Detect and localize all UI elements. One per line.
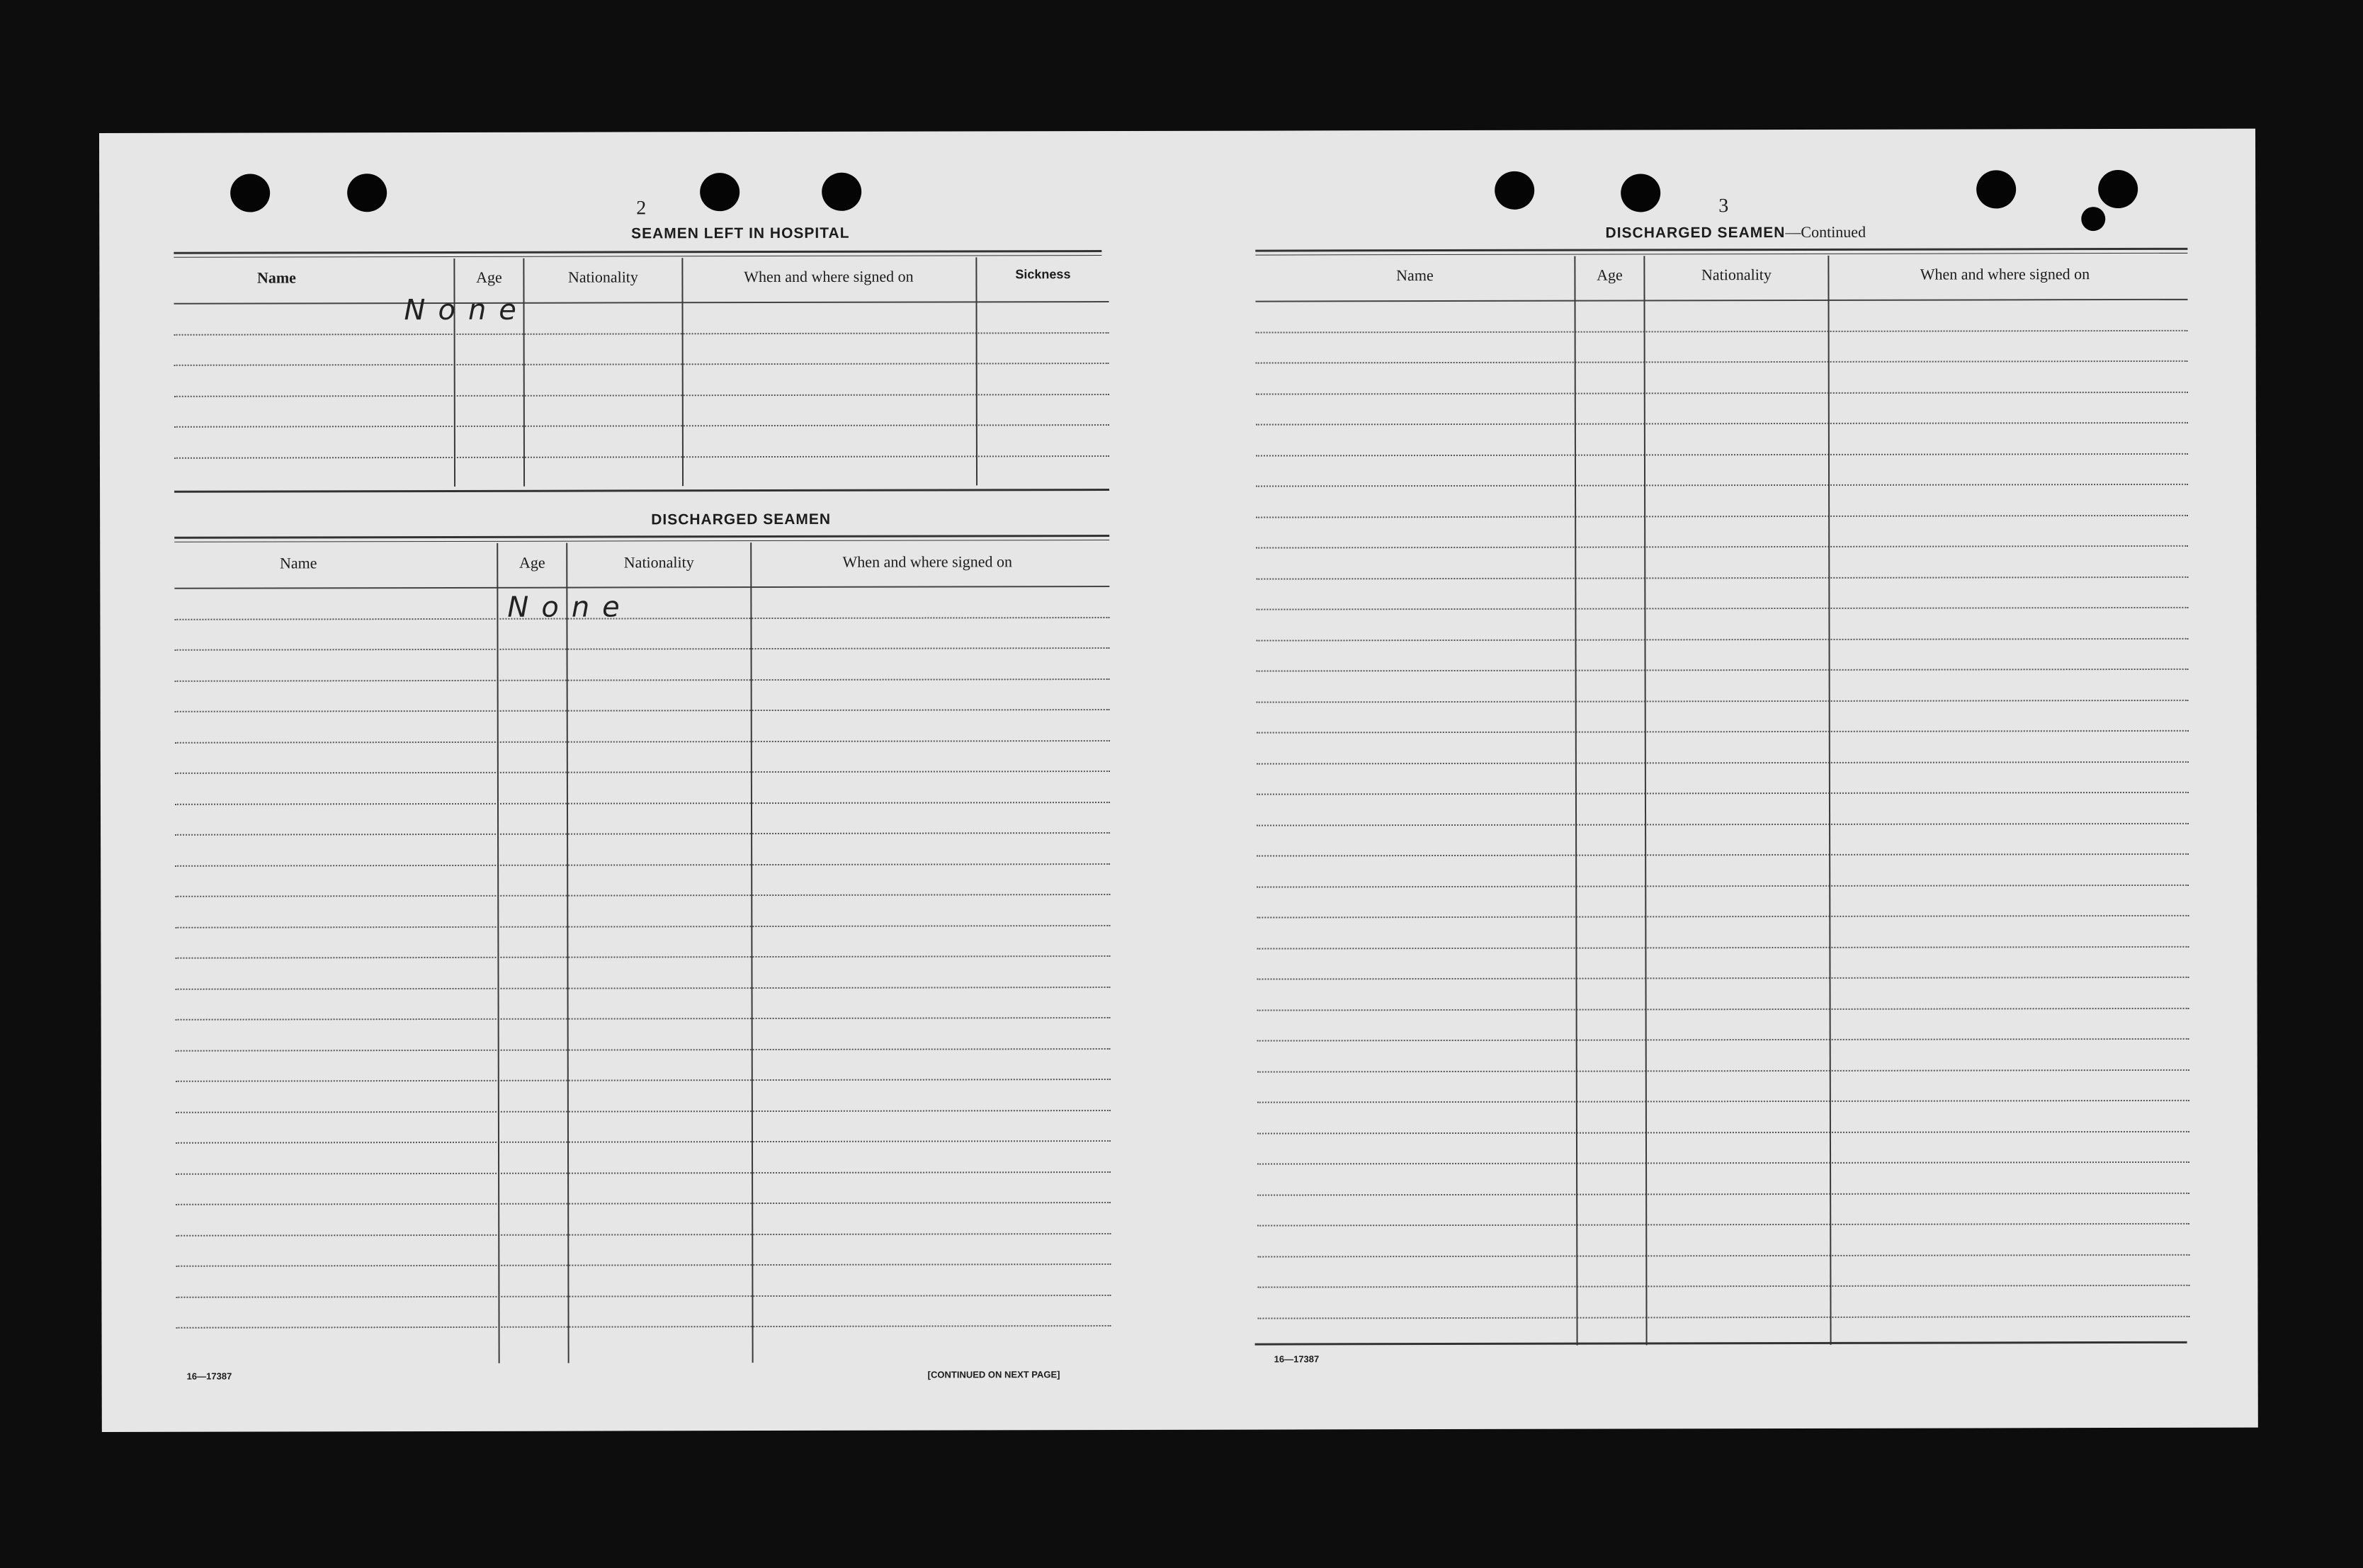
row-line xyxy=(1257,1161,2189,1165)
col-header-name: Name xyxy=(256,268,296,287)
hospital-section-title: SEAMEN LEFT IN HOSPITAL xyxy=(631,225,850,242)
form-number-right: 16—17387 xyxy=(1274,1353,1320,1365)
row-line xyxy=(1257,699,2189,703)
row-line xyxy=(1256,545,2188,549)
rule xyxy=(174,250,1101,254)
row-line xyxy=(176,1079,1111,1082)
row-line xyxy=(174,455,1109,459)
discharged-section-title: DISCHARGED SEAMEN xyxy=(651,511,832,528)
col-header-signed-on: When and where signed on xyxy=(842,552,1013,571)
punch-hole xyxy=(1495,171,1534,210)
punch-hole xyxy=(700,173,740,211)
row-line xyxy=(176,1263,1111,1267)
row-line xyxy=(174,363,1109,366)
row-line xyxy=(1256,422,2188,426)
punch-hole xyxy=(822,173,861,211)
row-line xyxy=(1257,1285,2189,1288)
col-header-nationality: Nationality xyxy=(1701,266,1772,284)
row-line xyxy=(1257,637,2189,641)
row-line xyxy=(176,1202,1111,1205)
row-line xyxy=(175,955,1110,959)
row-line xyxy=(1257,1100,2189,1103)
row-line xyxy=(175,863,1110,867)
rule xyxy=(174,540,1109,542)
column-divider xyxy=(453,259,455,487)
rule xyxy=(1255,253,2187,256)
row-line xyxy=(1257,822,2189,826)
col-header-nationality: Nationality xyxy=(623,553,694,572)
header-underline xyxy=(1255,299,2187,302)
header-underline xyxy=(174,586,1109,589)
col-header-age: Age xyxy=(476,268,502,286)
row-line xyxy=(174,617,1109,620)
discharged-continued-title xyxy=(1257,222,2214,243)
column-divider xyxy=(1643,256,1647,1345)
row-line xyxy=(176,1233,1111,1237)
rule xyxy=(174,489,1109,493)
header-underline xyxy=(174,301,1109,305)
row-line xyxy=(176,1295,1111,1298)
column-divider xyxy=(497,543,499,1363)
rule xyxy=(174,255,1101,258)
row-line xyxy=(1257,1130,2189,1134)
row-line xyxy=(1257,730,2189,734)
row-line xyxy=(1257,853,2189,857)
row-line xyxy=(176,1110,1111,1113)
title-main: DISCHARGED SEAMEN xyxy=(1605,225,1786,242)
row-line xyxy=(1257,915,2189,919)
column-divider xyxy=(1828,256,1831,1345)
row-line xyxy=(176,1048,1111,1052)
row-line xyxy=(175,802,1110,805)
row-line xyxy=(1257,1007,2189,1011)
row-line xyxy=(1257,669,2189,672)
title-suffix: —Continued xyxy=(1785,222,1866,242)
row-line xyxy=(1256,514,2188,518)
row-line xyxy=(1257,761,2189,764)
row-line xyxy=(1256,391,2188,394)
punch-hole xyxy=(1976,170,2016,208)
row-line xyxy=(1257,1223,2189,1227)
continued-note: [CONTINUED ON NEXT PAGE] xyxy=(927,1369,1060,1380)
col-header-age: Age xyxy=(518,553,545,572)
punch-hole xyxy=(230,174,270,212)
row-line xyxy=(1257,945,2189,949)
column-divider xyxy=(1574,256,1577,1346)
rule xyxy=(1255,1341,2187,1346)
row-line xyxy=(174,394,1109,397)
column-divider xyxy=(566,543,569,1363)
row-line xyxy=(1256,360,2188,364)
column-divider xyxy=(975,257,978,485)
row-line xyxy=(175,709,1110,712)
row-line xyxy=(1256,607,2188,610)
column-divider xyxy=(681,258,684,486)
column-divider xyxy=(750,542,753,1363)
row-line xyxy=(1257,1254,2189,1257)
row-line xyxy=(1256,453,2188,456)
rule xyxy=(174,535,1109,539)
row-line xyxy=(176,1017,1111,1021)
discharged-table xyxy=(99,129,2255,133)
row-line xyxy=(1257,1069,2189,1072)
row-line xyxy=(176,1140,1111,1144)
col-header-signed-on: When and where signed on xyxy=(1920,265,2090,283)
page-number-right: 3 xyxy=(1718,195,1729,217)
column-divider xyxy=(523,259,525,487)
punch-hole xyxy=(347,174,387,212)
row-line xyxy=(175,740,1110,744)
row-line xyxy=(175,678,1110,682)
form-number-left: 16—17387 xyxy=(186,1370,232,1382)
row-line xyxy=(174,332,1109,336)
row-line xyxy=(175,647,1110,651)
row-line xyxy=(1256,484,2188,487)
col-header-age: Age xyxy=(1597,266,1623,284)
row-line xyxy=(176,1325,1111,1329)
row-line xyxy=(176,1171,1111,1175)
row-line xyxy=(174,424,1109,428)
row-line xyxy=(1256,329,2188,333)
punch-hole xyxy=(2098,170,2138,208)
handwritten-none-discharged: None xyxy=(507,591,633,624)
row-line xyxy=(1257,884,2189,887)
row-line xyxy=(175,894,1110,897)
col-header-nationality: Nationality xyxy=(567,268,638,286)
row-line xyxy=(1257,1038,2189,1042)
hospital-table xyxy=(99,129,2255,133)
row-line xyxy=(175,925,1110,928)
form-sheet xyxy=(99,129,2258,1432)
row-line xyxy=(175,771,1110,774)
discharged-continued-table xyxy=(99,129,2255,133)
col-header-sickness: Sickness xyxy=(1015,267,1071,282)
row-line xyxy=(1257,1192,2189,1195)
col-header-signed-on: When and where signed on xyxy=(744,267,914,286)
page-number-left: 2 xyxy=(636,197,647,220)
punch-hole xyxy=(1621,174,1660,212)
row-line xyxy=(1256,576,2188,579)
handwritten-none-hospital: None xyxy=(404,293,529,327)
row-line xyxy=(176,987,1111,990)
row-line xyxy=(1257,792,2189,795)
row-line xyxy=(175,832,1110,836)
row-line xyxy=(1258,1315,2190,1319)
row-line xyxy=(1257,977,2189,980)
col-header-name: Name xyxy=(279,554,317,572)
rule xyxy=(1255,248,2187,252)
col-header-name: Name xyxy=(1396,266,1434,285)
